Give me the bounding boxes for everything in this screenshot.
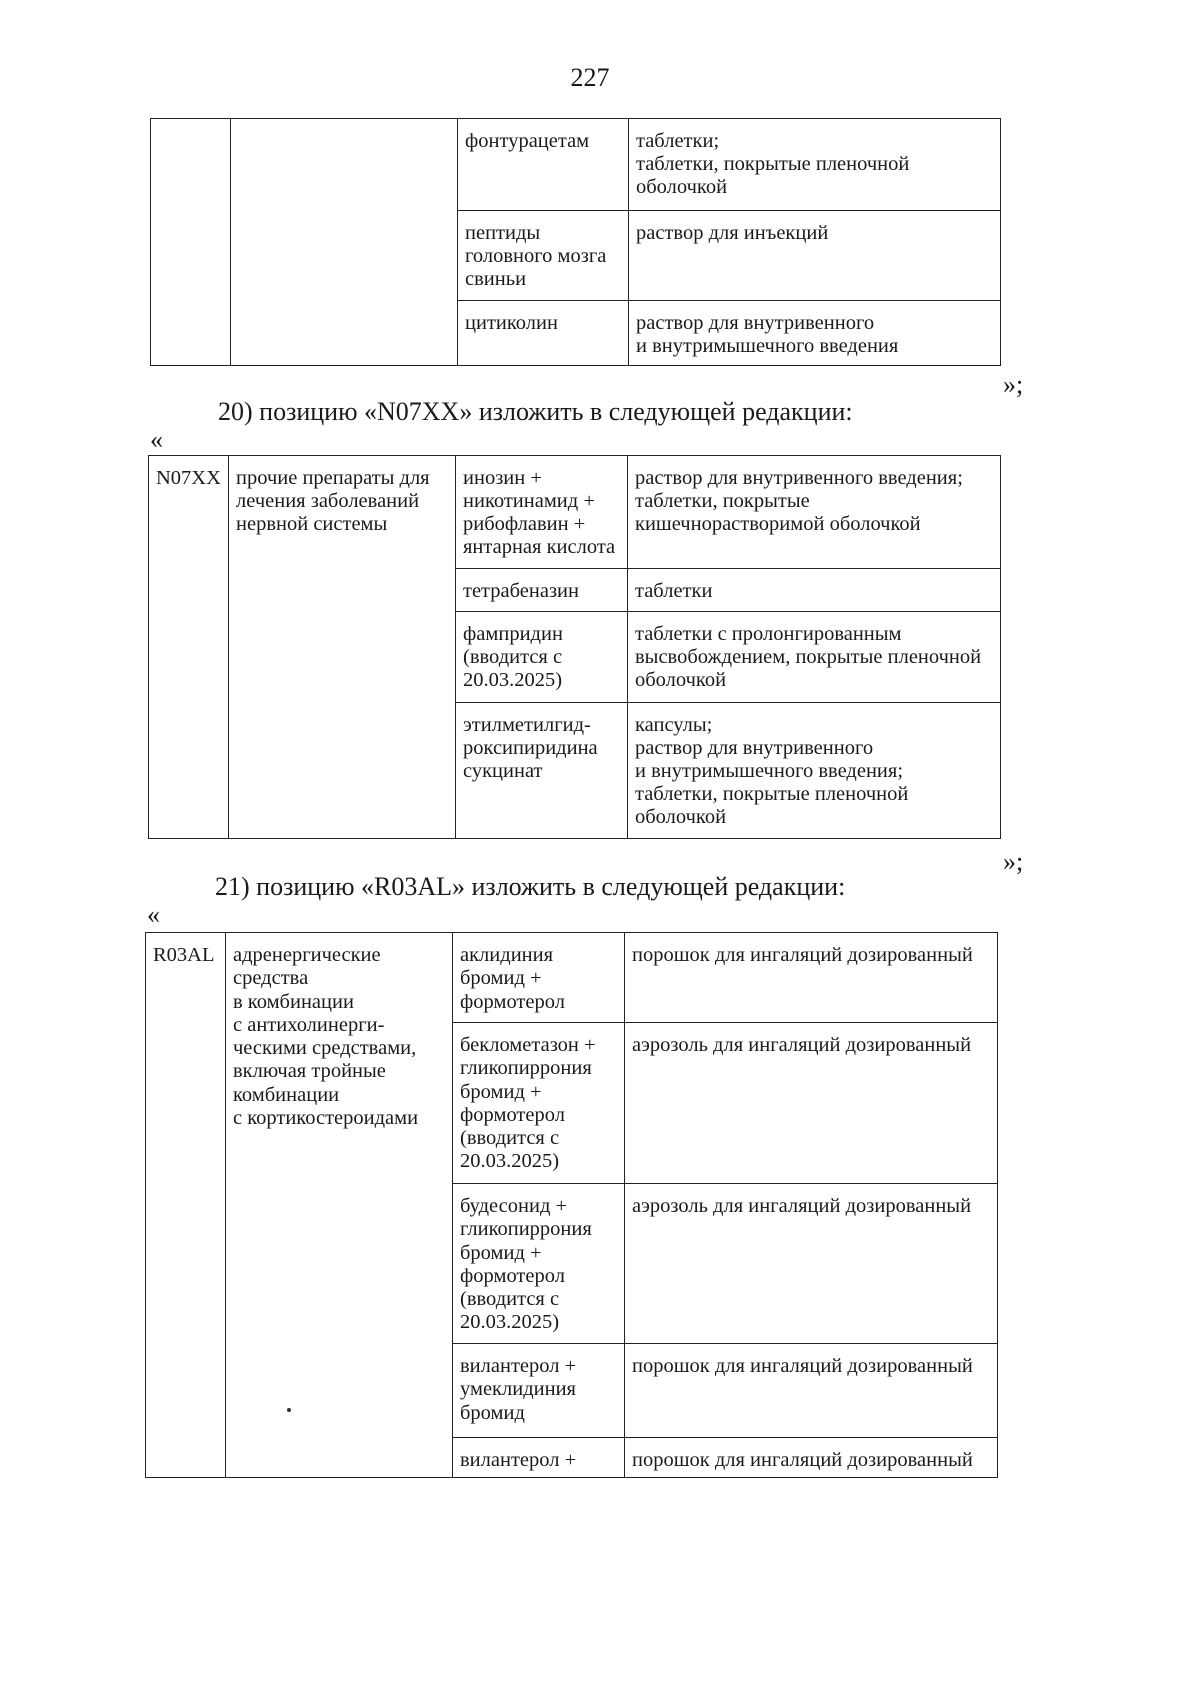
atc-code-cell: R03AL bbox=[146, 933, 226, 1478]
drug-name-cell: пептиды головного мозга свиньи bbox=[458, 211, 629, 301]
atc-code-cell bbox=[151, 119, 231, 366]
dosage-form-cell: таблетки с пролонгированным высвобождением, покрытые пленочной оболочкой bbox=[628, 612, 1001, 703]
drug-name-cell: аклидиния бромид + формотерол bbox=[453, 933, 625, 1023]
drug-name-cell: тетрабеназин bbox=[456, 569, 628, 612]
drug-name-cell: фонтурацетам bbox=[458, 119, 629, 211]
drug-name-cell: вилантерол + умеклидиния бромид bbox=[453, 1344, 625, 1438]
opening-quote: « bbox=[147, 900, 160, 929]
closing-quote: »; bbox=[1003, 370, 1024, 399]
drug-name-cell: цитиколин bbox=[458, 301, 629, 366]
drug-name-cell: беклометазон + гликопиррония бромид + формотерол (вводится с 20.03.2025) bbox=[453, 1023, 625, 1184]
drug-name-cell: будесонид + гликопиррония бромид + формотерол (вводится с 20.03.2025) bbox=[453, 1184, 625, 1344]
drug-name-cell: фампридин (вводится с 20.03.2025) bbox=[456, 612, 628, 703]
atc-group-cell bbox=[231, 119, 458, 366]
dosage-form-cell: капсулы; раствор для внутривенного и внутримышечного введения; таблетки, покрытые пленочной оболочкой bbox=[628, 703, 1001, 839]
dosage-form-cell: порошок для ингаляций дозированный bbox=[625, 1438, 998, 1478]
drug-table-r03al bbox=[145, 932, 998, 1478]
atc-code-cell: N07XX bbox=[149, 456, 229, 839]
section-heading: 20) позицию «N07XX» изложить в следующей редакции: bbox=[218, 397, 853, 426]
table-row bbox=[149, 456, 1001, 569]
dosage-form-cell: порошок для ингаляций дозированный bbox=[625, 933, 998, 1023]
section-heading: 21) позицию «R03AL» изложить в следующей редакции: bbox=[215, 872, 846, 901]
dosage-form-cell: раствор для инъекций bbox=[629, 211, 1001, 301]
dosage-form-cell: раствор для внутривенного введения; таблетки, покрытые кишечнорастворимой оболочкой bbox=[628, 456, 1001, 569]
drug-name-cell: этилметилгид- роксипиридина сукцинат bbox=[456, 703, 628, 839]
closing-quote: »; bbox=[1003, 847, 1024, 876]
table-row bbox=[146, 933, 998, 1023]
dosage-form-cell: аэрозоль для ингаляций дозированный bbox=[625, 1184, 998, 1344]
page-number: 227 bbox=[570, 63, 610, 92]
table-row bbox=[151, 119, 1001, 211]
dosage-form-cell: раствор для внутривенного и внутримышечного введения bbox=[629, 301, 1001, 366]
dosage-form-cell: таблетки bbox=[628, 569, 1001, 612]
drug-table-n07xx bbox=[148, 455, 1001, 839]
drug-name-cell: инозин + никотинамид + рибофлавин + янтарная кислота bbox=[456, 456, 628, 569]
atc-group-cell: прочие препараты для лечения заболеваний нервной системы bbox=[229, 456, 456, 839]
dosage-form-cell: таблетки; таблетки, покрытые пленочной оболочкой bbox=[629, 119, 1001, 211]
scan-speck bbox=[287, 1408, 291, 1412]
atc-group-cell: адренергические средства в комбинации с антихолинерги- ческими средствами, включая тройные комбинации с кортикостероидами bbox=[226, 933, 453, 1478]
drug-name-cell: вилантерол + bbox=[453, 1438, 625, 1478]
dosage-form-cell: аэрозоль для ингаляций дозированный bbox=[625, 1023, 998, 1184]
opening-quote: « bbox=[150, 425, 163, 454]
drug-table-continued bbox=[150, 118, 1001, 366]
dosage-form-cell: порошок для ингаляций дозированный bbox=[625, 1344, 998, 1438]
